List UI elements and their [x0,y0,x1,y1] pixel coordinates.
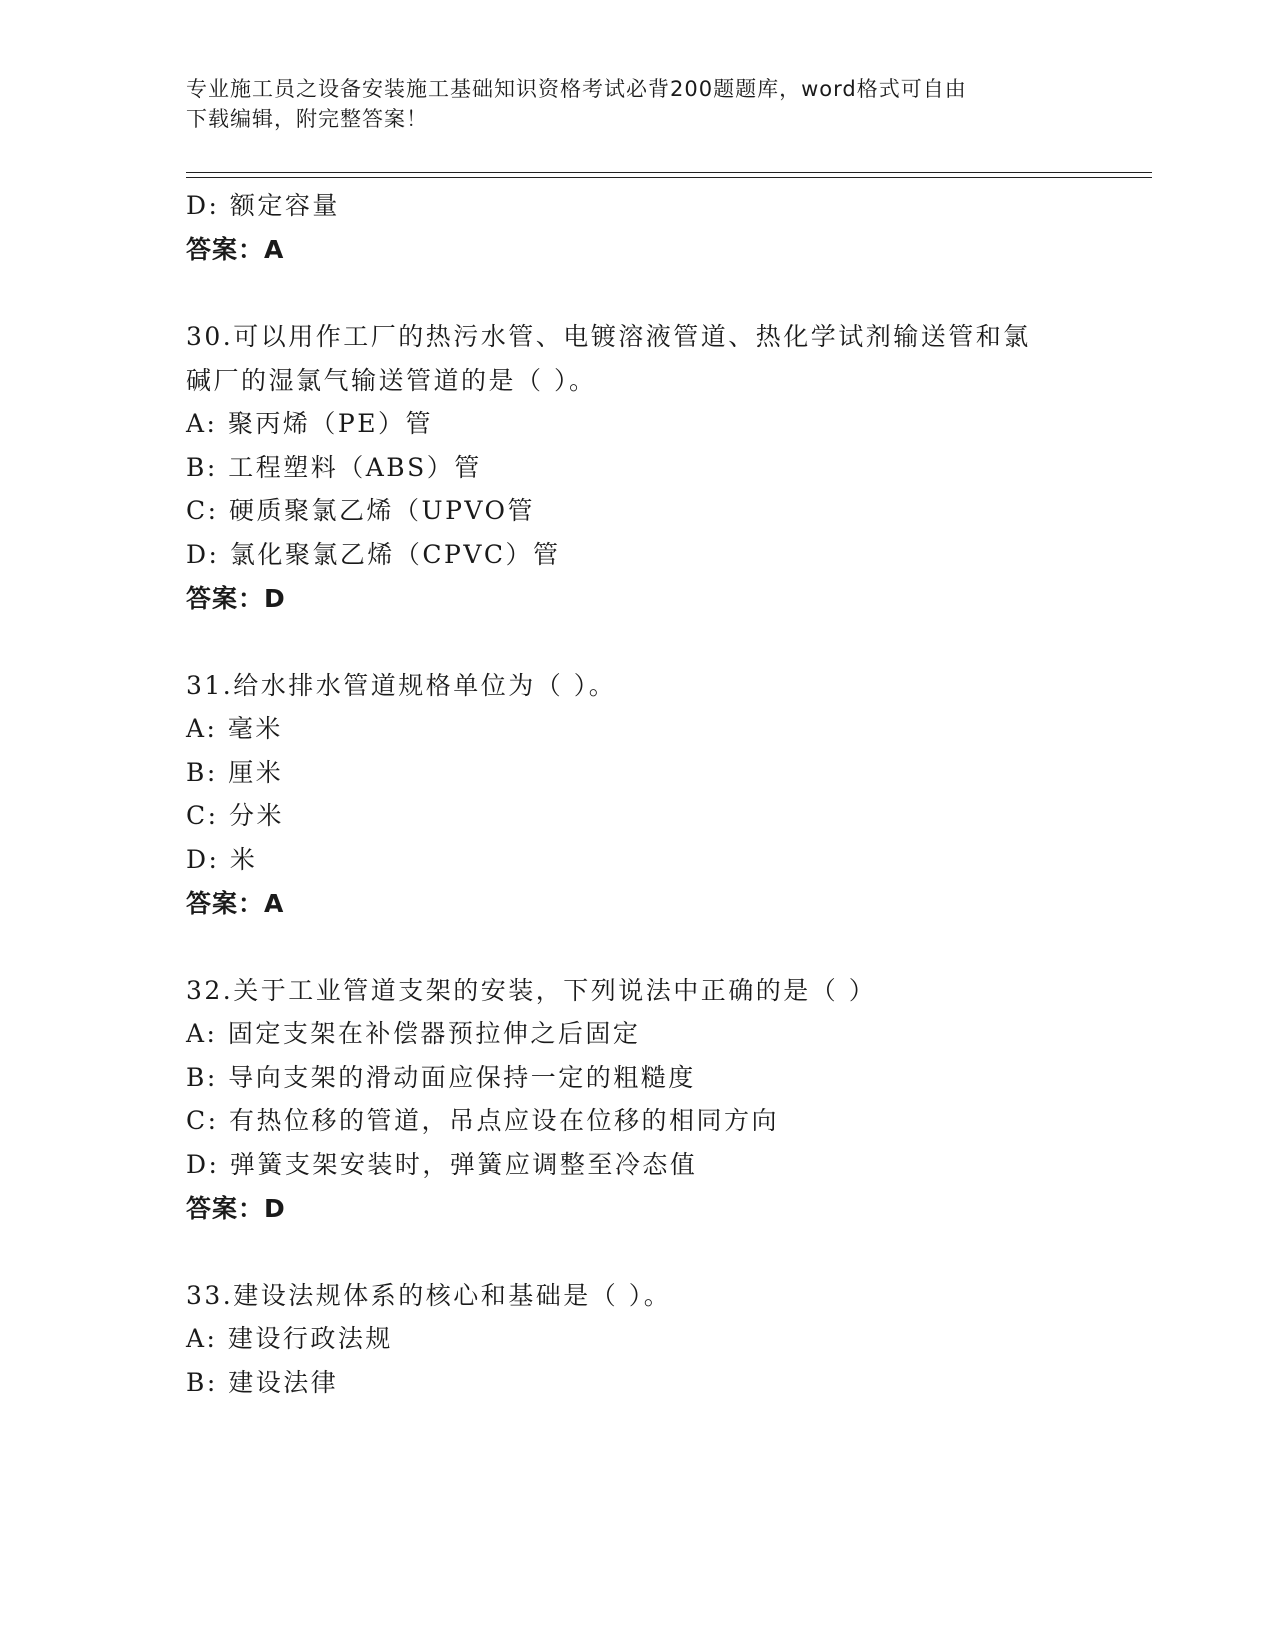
q31-answer: 答案：A [186,889,285,918]
q31-option-a: A: 毫米 [186,714,283,743]
q33-stem: 33.建设法规体系的核心和基础是（ ）。 [186,1281,672,1310]
header-rule-bottom [186,177,1152,178]
q30-answer: 答案：D [186,584,286,613]
q31-option-d: D: 米 [186,845,258,874]
q30-stem-line-1: 30.可以用作工厂的热污水管、电镀溶液管道、热化学试剂输送管和氯 [186,322,1031,351]
header-line-2: 下载编辑，附完整答案！ [186,107,428,131]
q30-option-a: A: 聚丙烯（PE）管 [186,409,433,438]
q32-option-c: C: 有热位移的管道，吊点应设在位移的相同方向 [186,1106,779,1135]
prev-option-d: D: 额定容量 [186,191,340,220]
q33-option-b: B: 建设法律 [186,1368,339,1397]
q31-stem: 31.给水排水管道规格单位为（ ）。 [186,671,617,700]
header-rule-top [186,172,1152,173]
q33-option-a: A: 建设行政法规 [186,1324,393,1353]
q32-option-d: D: 弹簧支架安装时，弹簧应调整至冷态值 [186,1150,698,1179]
q31-option-c: C: 分米 [186,801,284,830]
q30-stem-line-2: 碱厂的湿氯气输送管道的是（ ）。 [186,366,597,395]
q30-option-b: B: 工程塑料（ABS）管 [186,453,482,482]
q32-option-b: B: 导向支架的滑动面应保持一定的粗糙度 [186,1063,696,1092]
header-line-1: 专业施工员之设备安装施工基础知识资格考试必背200题题库，word格式可自由 [186,77,967,101]
q32-option-a: A: 固定支架在补偿器预拉伸之后固定 [186,1019,641,1048]
document-header [186,74,1086,134]
q30-option-d: D: 氯化聚氯乙烯（CPVC）管 [186,540,561,569]
q30-option-c: C: 硬质聚氯乙烯（UPVO管 [186,496,535,525]
q32-answer: 答案：D [186,1194,286,1223]
q32-stem: 32.关于工业管道支架的安装，下列说法中正确的是（ ） [186,976,877,1005]
prev-answer: 答案：A [186,235,285,264]
q31-option-b: B: 厘米 [186,758,284,787]
